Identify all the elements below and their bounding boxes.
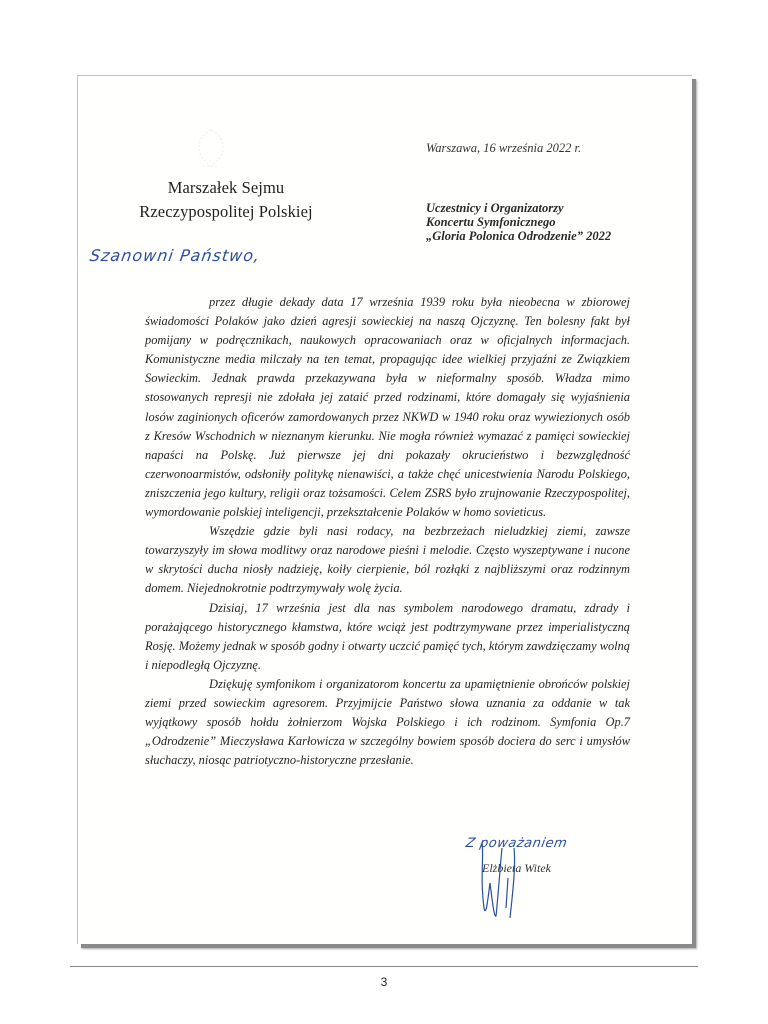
handwritten-salutation: Szanowni Państwo, xyxy=(88,246,262,265)
sender-line-1: Marszałek Sejmu xyxy=(167,178,285,197)
eagle-emblem-icon xyxy=(193,126,229,170)
signatory-name: Elżbieta Witek xyxy=(482,861,551,875)
handwritten-closing: Z poważaniem xyxy=(464,836,569,851)
recipient-block xyxy=(426,201,611,243)
sender-line-2: Rzeczypospolitej Polskiej xyxy=(139,202,313,221)
signature-scrawl-icon xyxy=(470,838,530,928)
paragraph: Wszędzie gdzie byli nasi rodacy, na bezbrzeżach nieludzkiej ziemi, zawsze towarzyszyły im słowa modlitwy oraz narodowe pieśni i melodie. Często wyszeptywane i nucone w skrytości ducha niosły nadzieję, koiły cierpienie, ból rozłąki z najbliższymi oraz rodzinnym domem. Niejednokrotnie podtrzymywały wolę życia. xyxy=(145,524,630,596)
paragraph: przez długie dekady data 17 września 1939 roku była nieobecna w zbiorowej świadomości Polaków jako dzień agresji sowieckiej na naszą Ojczyznę. Ten bolesny fakt był pomijany w podręcznikach, naukowych opracowaniach oraz w oficjalnych informacjach. Komunistyczne media milczały na ten temat, propagując idee wielkiej przyjaźni ze Związkiem Sowieckim. Jednak prawda przekazywana była w nieformalny sposób. Władza mimo stosowanych represji nie zdołała jej zataić przed rodzinami, które domagały się wyjaśnienia losów zaginionych oficerów zamordowanych przez NKWD w 1940 roku oraz wywiezionych osób z Kresów Wschodnich w nieznanym kierunku. Nie mogła również wymazać z pamięci sowieckiej napaści na Polskę. Już pierwsze jej dni pokazały okrucieństwo i bezwzględność czerwonoarmistów, odsłoniły politykę nienawiści, a także chęć unicestwienia Narodu Polskiego, zniszczenia jego kultury, religii oraz tożsamości. Celem ZSRS było zrujnowanie Rzeczypospolitej, wymordowanie polskiej inteligencji, przekształcenie Polaków w homo sovieticus. xyxy=(145,295,630,520)
recipient-line-2: Koncertu Symfonicznego xyxy=(426,215,556,229)
footer-divider xyxy=(70,966,698,967)
letter-date: Warszawa, 16 września 2022 r. xyxy=(426,141,582,155)
letter-page xyxy=(77,75,692,944)
letter-body xyxy=(145,293,630,770)
page-number: 3 xyxy=(380,975,388,989)
paragraph: Dziękuję symfonikom i organizatorom koncertu za upamiętnienie obrońców polskiej ziemi przed sowieckim agresorem. Przyjmijcie Państwo słowa uznania za oddanie w tak wyjątkowy sposób hołdu żołnierzom Wojska Polskiego i ich rodzinom. Symfonia Op.7 „Odrodzenie” Mieczysława Karłowicza w szczególny bowiem sposób dociera do serc i umysłów słuchaczy, niosąc patriotyczno-historyczne przesłanie. xyxy=(145,676,630,768)
recipient-line-3: „Gloria Polonica Odrodzenie” 2022 xyxy=(426,229,612,243)
sender-heading xyxy=(114,176,338,224)
paragraph: Dzisiaj, 17 września jest dla nas symbolem narodowego dramatu, zdrady i porażającego historycznego kłamstwa, które wciąż jest podtrzymywane przez imperialistyczną Rosję. Możemy jednak w sposób godny i otwarty uczcić pamięć tych, którym zawdzięczamy wolną i niepodległą Ojczyznę. xyxy=(145,600,630,672)
recipient-line-1: Uczestnicy i Organizatorzy xyxy=(426,201,564,215)
